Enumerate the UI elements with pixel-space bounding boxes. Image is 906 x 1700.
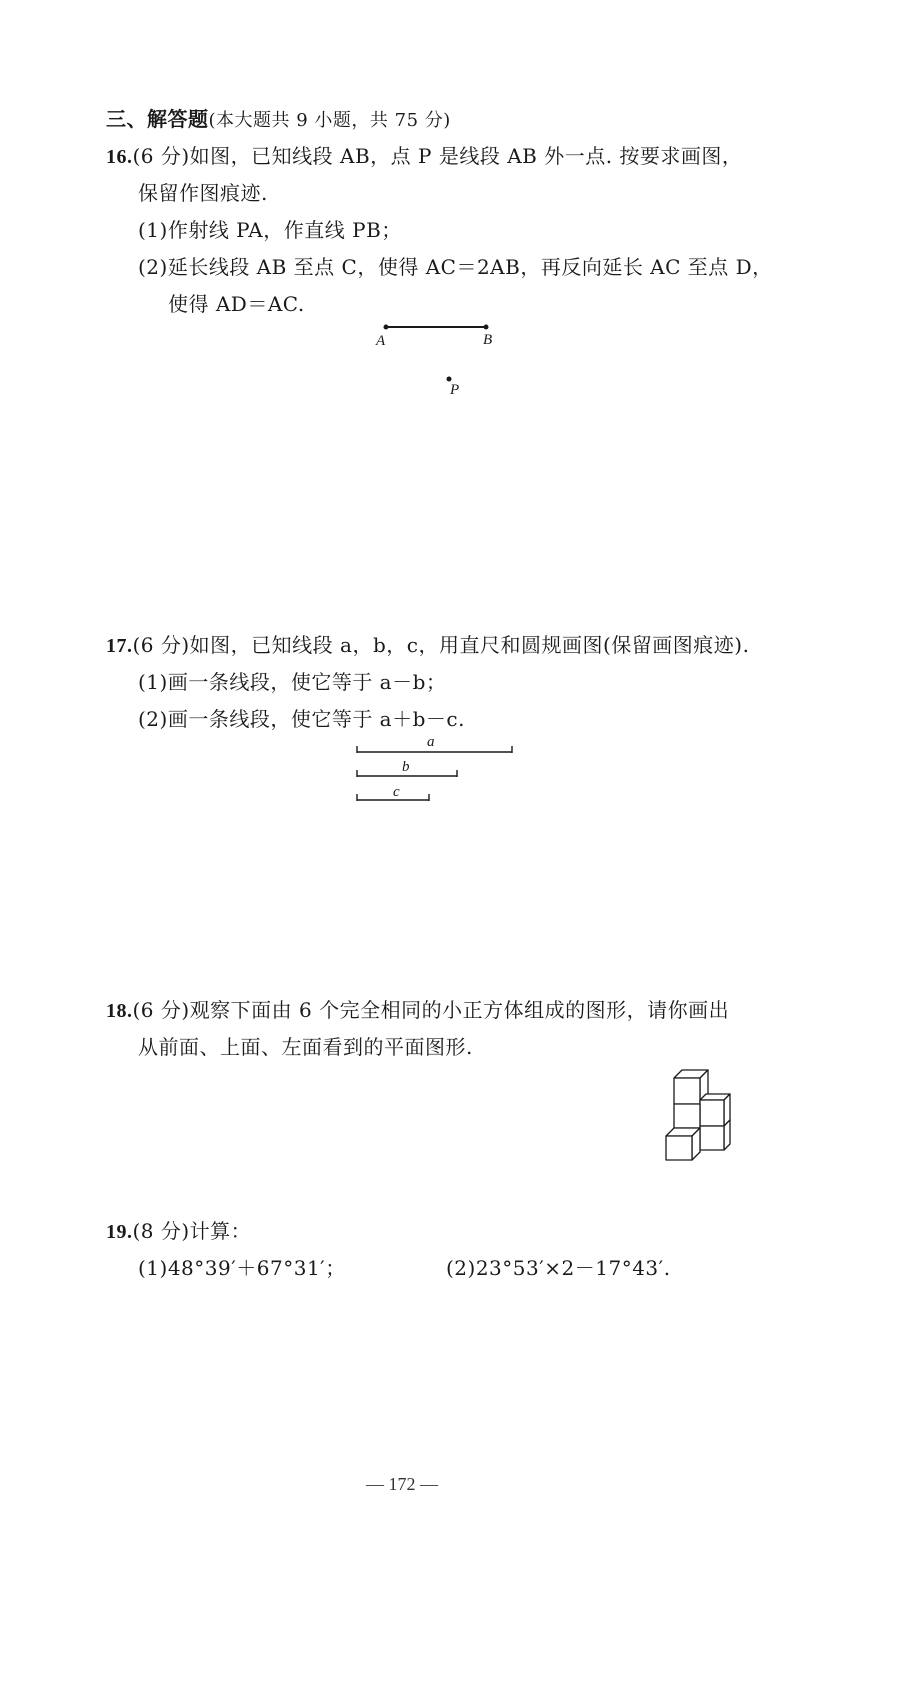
label-seg-a: a [427,734,435,750]
q18-line2: 从前面、上面、左面看到的平面图形. [138,1035,473,1059]
label-b: B [483,332,493,348]
q18-number: 18. [106,1000,133,1022]
label-p: P [450,382,460,398]
section-note: (本大题共 9 小题，共 75 分) [208,110,451,131]
q16-text1: (6 分)如图，已知线段 AB，点 P 是线段 AB 外一点. 按要求画图， [132,144,743,168]
q17-figure [0,0,906,820]
cube-stack-figure [662,1068,742,1168]
q16-part2: (2)延长线段 AB 至点 C，使得 AC＝2AB，再反向延长 AC 至点 D， [138,255,773,279]
q17-part2: (2)画一条线段，使它等于 a＋b－c. [138,707,465,731]
q18-text1: (6 分)观察下面由 6 个完全相同的小正方体组成的图形，请你画出 [132,998,730,1022]
q19-line1 [106,1215,251,1244]
label-a: A [376,333,386,349]
q16-line2: 保留作图痕迹. [138,181,268,205]
cube-bottom-right-side [724,1120,730,1150]
label-seg-c: c [393,784,400,800]
cube-bottom-right-front [700,1126,724,1150]
q16-number: 16. [106,146,133,168]
section-title: 三、解答题 [106,107,209,131]
cube-front-front [666,1136,692,1160]
q17-part1: (1)画一条线段，使它等于 a－b； [138,670,447,694]
q17-number: 17. [106,635,133,657]
q19-number: 19. [106,1221,133,1243]
q17-text1: (6 分)如图，已知线段 a，b，c，用直尺和圆规画图(保留画图痕迹). [132,633,750,657]
q16-part2b: 使得 AD＝AC. [168,292,305,316]
cube-mid-right-front [700,1100,724,1126]
q16-part1: (1)作射线 PA，作直线 PB； [138,218,402,242]
q18-line1 [106,994,729,1023]
q19-part1: (1)48°39′＋67°31′； [138,1256,346,1280]
page-number: — 172 — [366,1474,438,1494]
q19-part2: (2)23°53′×2－17°43′. [446,1256,671,1280]
cube-mid-left-front [674,1104,700,1128]
label-seg-b: b [402,759,410,775]
q19-text1: (8 分)计算： [132,1219,252,1243]
cube-top-front [674,1078,700,1104]
